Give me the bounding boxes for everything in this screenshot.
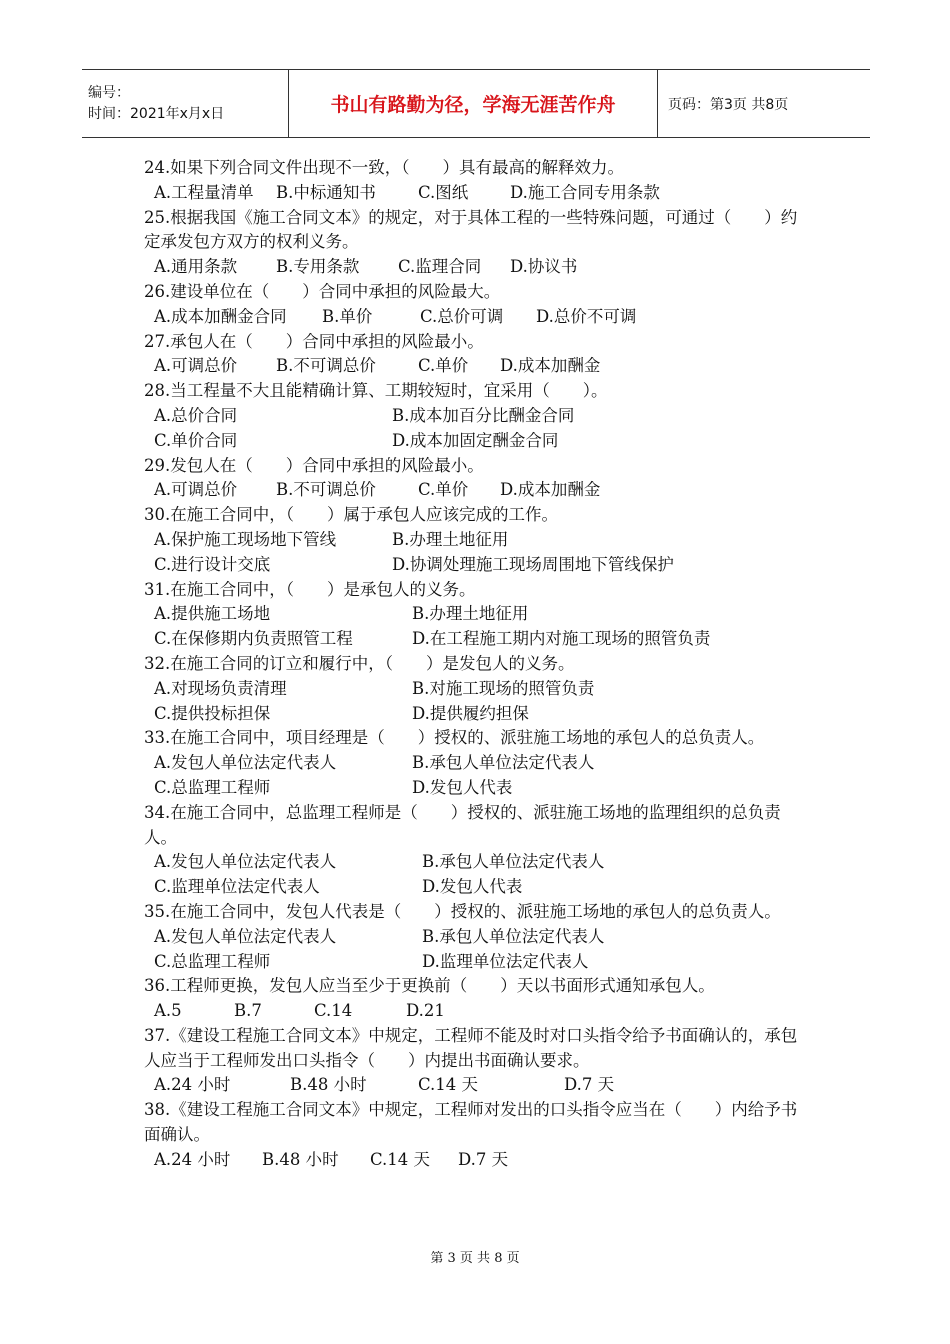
option-text: B.办理土地征用: [412, 604, 529, 624]
option-text: D.协调处理施工现场周围地下管线保护: [392, 554, 674, 574]
option-text: A.成本加酬金合同: [154, 306, 287, 326]
question-stem: 32.在施工合同的订立和履行中，（ ）是发包人的义务。: [144, 653, 575, 673]
option-text: D.施工合同专用条款: [510, 182, 660, 202]
option-text: B.48 小时: [262, 1149, 339, 1169]
option-row: [144, 1073, 812, 1098]
option-text: B.承包人单位法定代表人: [422, 852, 605, 872]
question-stem: 30.在施工合同中，（ ）属于承包人应该完成的工作。: [144, 505, 558, 525]
option-text: D.7 天: [458, 1149, 509, 1169]
option-text: A.对现场负责清理: [154, 678, 287, 698]
option-text: B.单价: [322, 306, 373, 326]
option-text: D.提供履约担保: [412, 703, 529, 723]
question-stem: 25.根据我国《施工合同文本》的规定，对于具体工程的一些特殊问题，可通过（ ）约定承发包方双方的权利义务。: [144, 207, 798, 252]
option-text: B.不可调总价: [276, 480, 376, 500]
option-row: [144, 478, 812, 503]
option-text: A.发包人单位法定代表人: [154, 926, 337, 946]
option-row: [144, 875, 812, 900]
option-text: A.保护施工现场地下管线: [154, 529, 337, 549]
question-stem: 28.当工程量不大且能精确计算、工期较短时，宜采用（ ）。: [144, 381, 608, 401]
option-text: C.监理单位法定代表人: [154, 877, 320, 897]
option-text: A.可调总价: [154, 356, 238, 376]
option-text: C.进行设计交底: [154, 554, 271, 574]
option-row: [144, 950, 812, 975]
option-row: [144, 602, 812, 627]
option-row: [144, 999, 812, 1024]
option-row: [144, 677, 812, 702]
option-row: [144, 850, 812, 875]
option-text: A.提供施工场地: [154, 604, 271, 624]
option-text: A.通用条款: [154, 257, 238, 277]
option-text: D.成本加酬金: [500, 356, 601, 376]
option-text: A.24 小时: [154, 1149, 231, 1169]
option-row: [144, 702, 812, 727]
question-stem: 35.在施工合同中，发包人代表是（ ）授权的、派驻施工场地的承包人的总负责人。: [144, 901, 781, 921]
question-stem: 36.工程师更换，发包人应当至少于更换前（ ）天以书面形式通知承包人。: [144, 976, 715, 996]
question-stem: 31.在施工合同中，（ ）是承包人的义务。: [144, 579, 476, 599]
question-stem: 37.《建设工程施工合同文本》中规定，工程师不能及时对口头指令给予书面确认的，承包人应当于工程师发出口头指令（ ）内提出书面确认要求。: [144, 1025, 798, 1070]
option-text: A.工程量清单: [154, 182, 254, 202]
option-row: [144, 404, 812, 429]
option-text: C.14: [314, 1001, 353, 1021]
option-text: D.监理单位法定代表人: [422, 951, 589, 971]
page-info-text: 页码：第3页 共8页: [668, 96, 789, 113]
option-text: B.承包人单位法定代表人: [412, 753, 595, 773]
option-text: D.发包人代表: [422, 877, 523, 897]
question-stem: 27.承包人在（ ）合同中承担的风险最小。: [144, 331, 484, 351]
option-row: [144, 776, 812, 801]
option-text: C.在保修期内负责照管工程: [154, 629, 353, 649]
option-row: [144, 354, 812, 379]
option-text: C.单价: [418, 356, 469, 376]
option-text: B.成本加百分比酬金合同: [392, 405, 575, 425]
option-row: [144, 255, 812, 280]
question-list: [144, 156, 812, 1173]
option-text: A.5: [154, 1001, 182, 1021]
time-label: 时间：2021年x月x日: [88, 105, 225, 122]
option-text: C.单价合同: [154, 430, 238, 450]
option-row: [144, 925, 812, 950]
page-header: [82, 69, 870, 138]
motto-text: 书山有路勤为径，学海无涯苦作舟: [330, 94, 616, 116]
option-text: D.成本加酬金: [500, 480, 601, 500]
option-text: C.总监理工程师: [154, 951, 271, 971]
option-text: B.对施工现场的照管负责: [412, 678, 595, 698]
option-row: [144, 305, 812, 330]
option-text: C.14 天: [418, 1075, 479, 1095]
option-text: D.7 天: [564, 1075, 615, 1095]
option-text: C.总监理工程师: [154, 777, 271, 797]
question-stem: 29.发包人在（ ）合同中承担的风险最小。: [144, 455, 484, 475]
question-stem: 34.在施工合同中，总监理工程师是（ ）授权的、派驻施工场地的监理组织的总负责人。: [144, 802, 781, 847]
option-row: [144, 553, 812, 578]
option-row: [144, 429, 812, 454]
option-text: B.7: [234, 1001, 262, 1021]
option-text: B.办理土地征用: [392, 529, 509, 549]
option-row: [144, 627, 812, 652]
option-text: B.48 小时: [290, 1075, 367, 1095]
header-page-info: [658, 70, 870, 137]
option-row: [144, 181, 812, 206]
option-text: D.成本加固定酬金合同: [392, 430, 559, 450]
option-text: D.协议书: [510, 257, 578, 277]
page-footer: 第 3 页 共 8 页: [430, 1251, 520, 1266]
option-text: C.总价可调: [420, 306, 504, 326]
option-text: B.承包人单位法定代表人: [422, 926, 605, 946]
header-meta: [82, 70, 289, 137]
option-text: C.图纸: [418, 182, 469, 202]
option-row: [144, 751, 812, 776]
question-stem: 33.在施工合同中，项目经理是（ ）授权的、派驻施工场地的承包人的总负责人。: [144, 728, 765, 748]
option-text: A.发包人单位法定代表人: [154, 852, 337, 872]
option-text: B.不可调总价: [276, 356, 376, 376]
option-text: A.发包人单位法定代表人: [154, 753, 337, 773]
option-text: D.总价不可调: [536, 306, 637, 326]
option-text: A.总价合同: [154, 405, 238, 425]
option-text: B.中标通知书: [276, 182, 376, 202]
option-text: A.24 小时: [154, 1075, 231, 1095]
option-text: D.发包人代表: [412, 777, 513, 797]
option-text: C.监理合同: [398, 257, 482, 277]
option-text: B.专用条款: [276, 257, 360, 277]
header-motto: [289, 70, 658, 137]
code-label: 编号：: [88, 84, 130, 101]
option-text: D.21: [406, 1001, 445, 1021]
option-text: C.14 天: [370, 1149, 431, 1169]
option-row: [144, 1148, 812, 1173]
option-row: [144, 528, 812, 553]
option-text: D.在工程施工期内对施工现场的照管负责: [412, 629, 711, 649]
question-stem: 26.建设单位在（ ）合同中承担的风险最大。: [144, 281, 501, 301]
option-text: C.单价: [418, 480, 469, 500]
option-text: C.提供投标担保: [154, 703, 271, 723]
option-text: A.可调总价: [154, 480, 238, 500]
question-stem: 38.《建设工程施工合同文本》中规定，工程师对发出的口头指令应当在（ ）内给予书面确认。: [144, 1100, 798, 1145]
question-stem: 24.如果下列合同文件出现不一致，（ ）具有最高的解释效力。: [144, 158, 624, 177]
